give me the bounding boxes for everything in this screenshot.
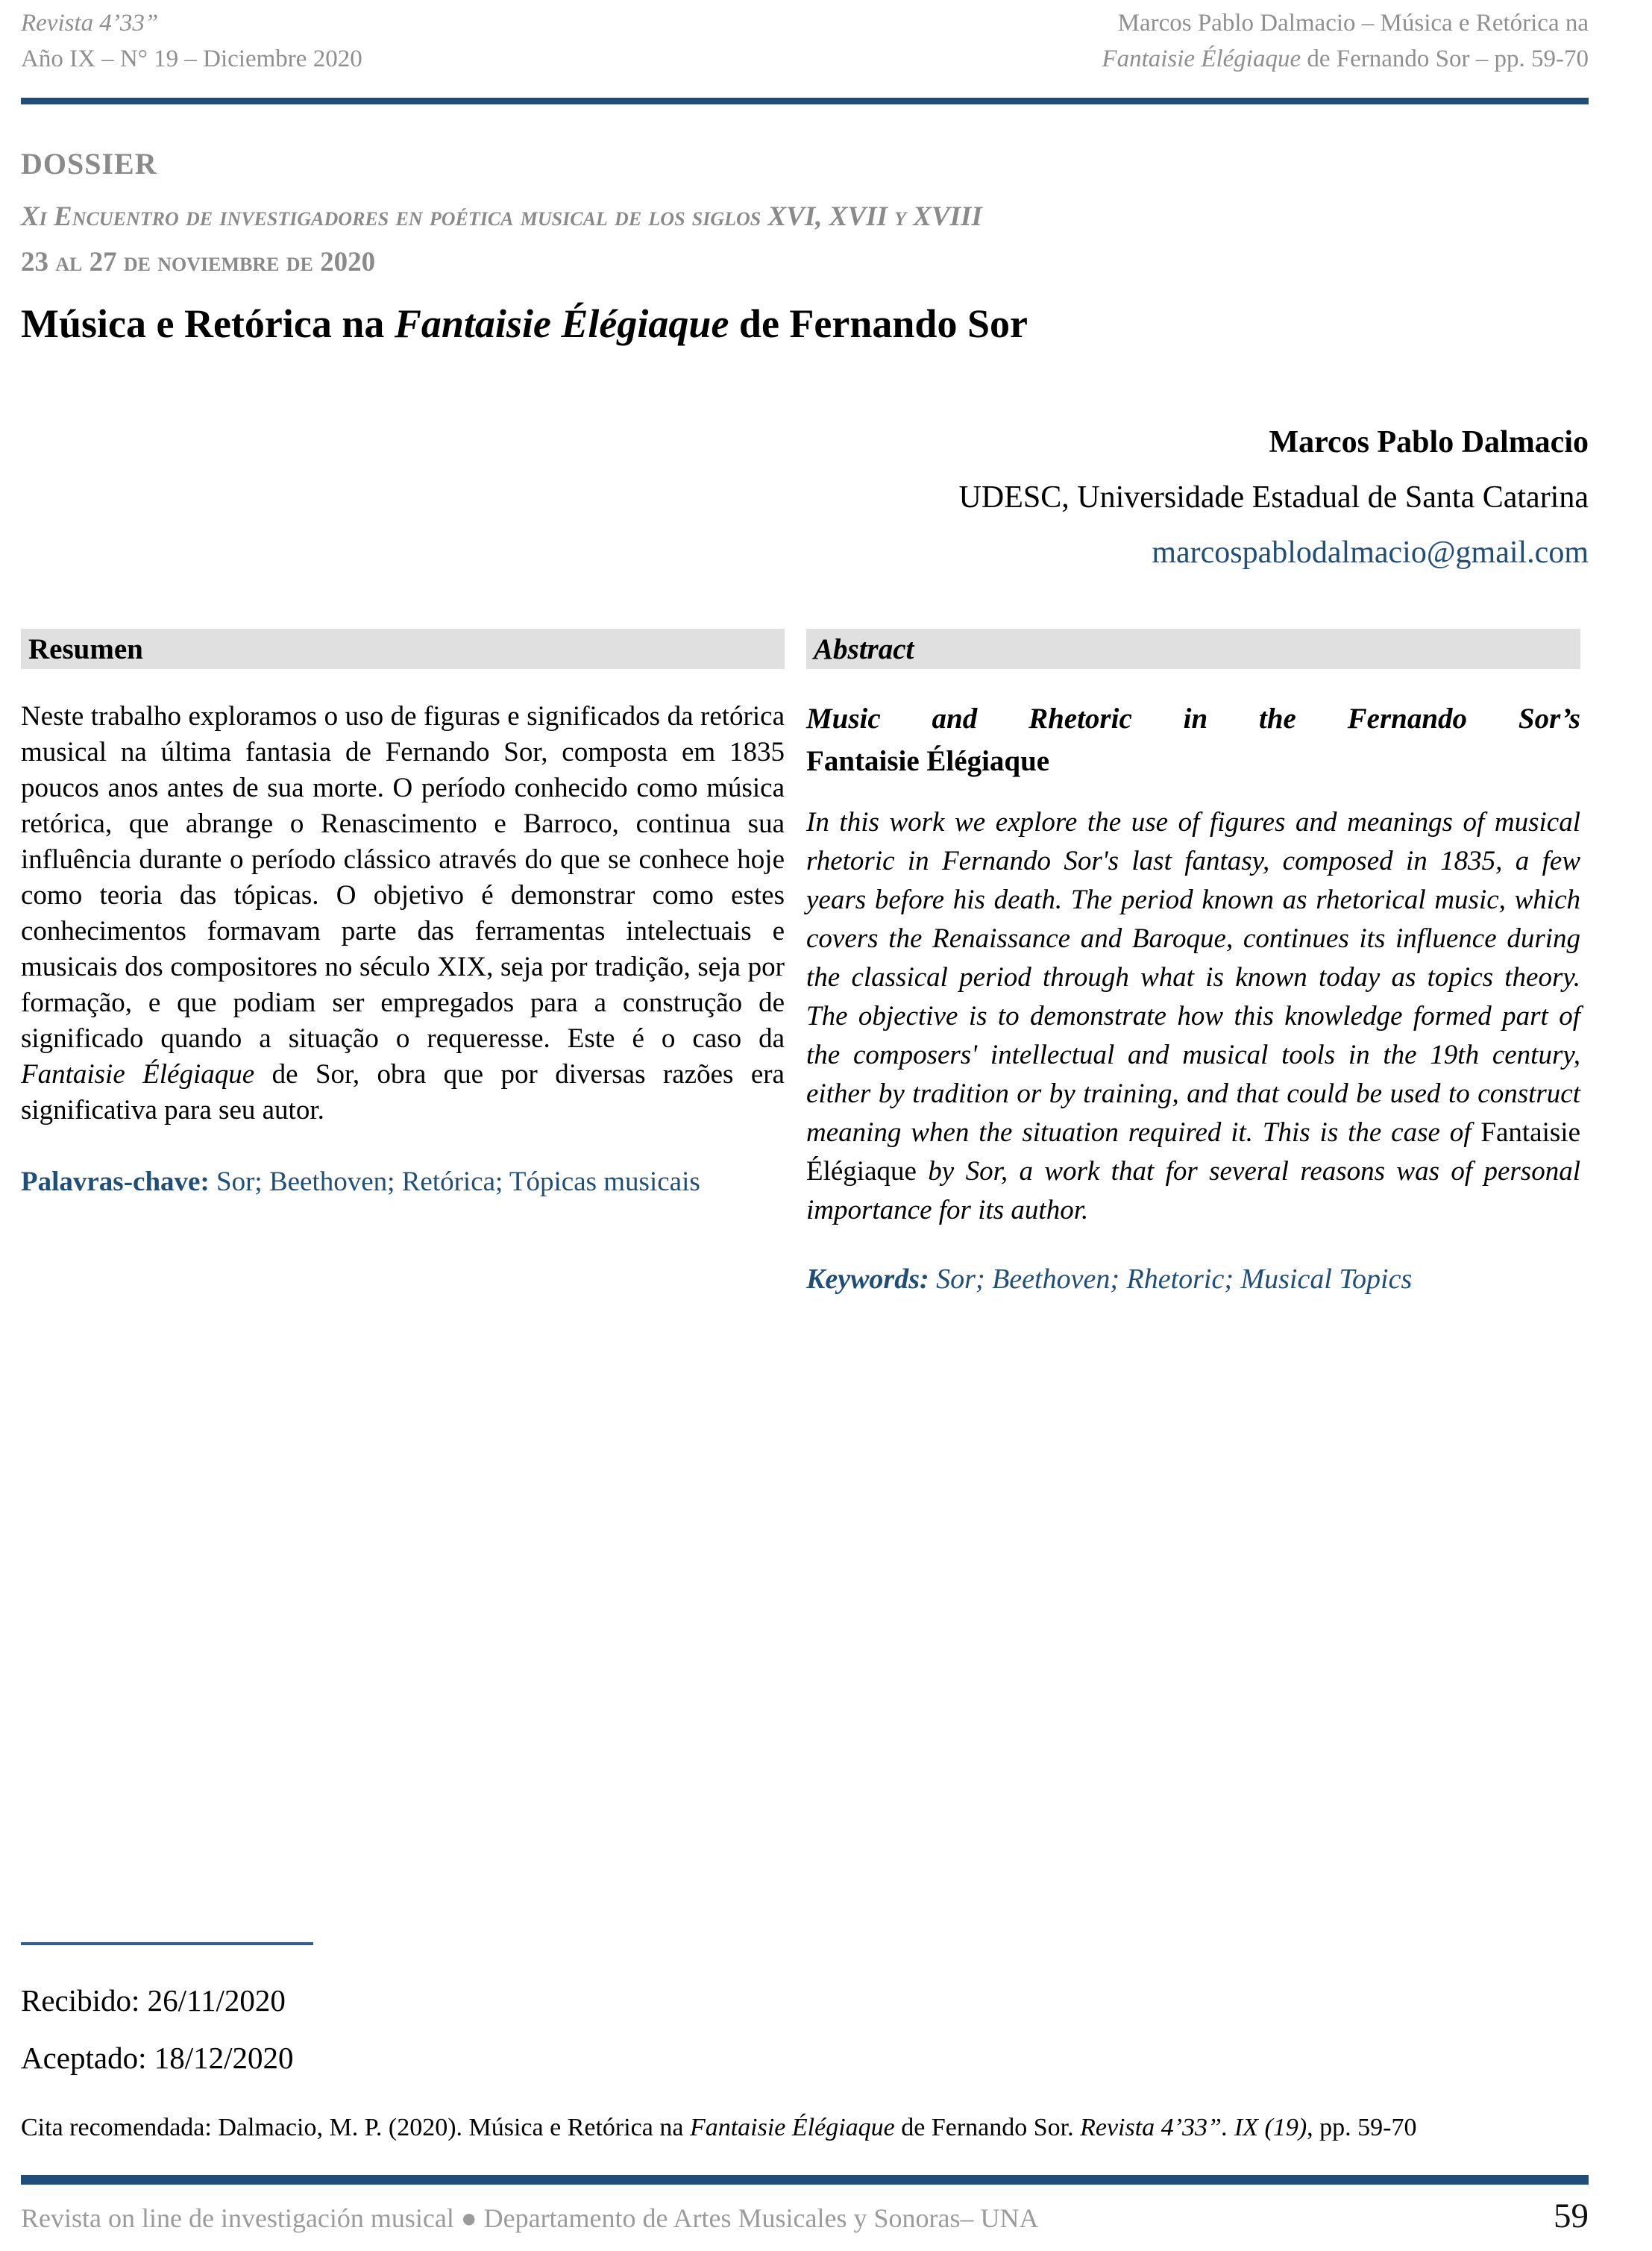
dossier-label: DOSSIER — [21, 147, 157, 180]
resumen-column — [21, 629, 785, 1296]
footnote-separator — [21, 1942, 313, 1945]
keywords-label: Keywords: — [806, 1263, 929, 1295]
running-head-line2 — [1102, 42, 1589, 78]
dossier-block — [21, 146, 1589, 278]
footer-journal-info: Revista on line de investigación musical ● Departamento de Artes Musicales y Sonoras– UNA — [21, 2203, 1039, 2233]
author-email-link[interactable]: marcospablodalmacio@gmail.com — [1152, 536, 1589, 570]
running-head-line1: Marcos Pablo Dalmacio – Música e Retórica na — [1117, 10, 1589, 37]
accepted-date — [21, 2040, 294, 2076]
citation-journal: Revista 4’33”. IX (19) — [1080, 2114, 1307, 2141]
abstract-work-title: Fantaisie Élégiaque — [806, 1117, 1580, 1187]
running-head — [1102, 6, 1589, 78]
abstract-text-2: by Sor, a work that for several reasons was of personal importance for its author. — [806, 1156, 1580, 1225]
abstract-keywords — [806, 1263, 1580, 1296]
resumen-work-title: Fantaisie Élégiaque — [21, 1059, 255, 1090]
masthead — [21, 6, 1589, 78]
author-name: Marcos Pablo Dalmacio — [1269, 425, 1589, 459]
abstract-subtitle-line2: Fantaisie Élégiaque — [806, 745, 1050, 777]
article-title-post: de Fernando Sor — [729, 301, 1028, 346]
citation-work-title: Fantaisie Élégiaque — [689, 2114, 895, 2141]
running-head-pages: de Fernando Sor – pp. 59-70 — [1301, 45, 1589, 72]
accepted-label: Aceptado: — [21, 2041, 147, 2075]
resumen-body — [21, 699, 785, 1128]
palavras-chave-list: Sor; Beethoven; Retórica; Tópicas musicais — [209, 1167, 700, 1197]
article-title — [21, 301, 1589, 347]
resumen-keywords — [21, 1164, 785, 1200]
abstract-subtitle-line1: Music and Rhetoric in the Fernando Sor’s — [806, 703, 1580, 735]
masthead-journal-block — [21, 6, 362, 78]
abstract-subtitle — [806, 697, 1580, 782]
resumen-heading: Resumen — [28, 632, 143, 665]
resumen-heading-bar — [21, 629, 785, 669]
article-title-work: Fantaisie Élégiaque — [394, 301, 729, 346]
abstract-heading: Abstract — [814, 632, 914, 665]
received-date — [21, 1982, 286, 2018]
keywords-list: Sor; Beethoven; Rhetoric; Musical Topics — [929, 1263, 1413, 1295]
abstract-text-1: In this work we explore the use of figures and meanings of musical rhetoric in Fernando Sor's last fantasy, composed in 1835, a few years before his death. The period known as rhetorical music, which covers the Renaissance and Baroque, continues its influence during the classical period through what is known today as topics theory. The objective is to demonstrate how this knowledge formed part of the composers' intellectual and musical tools in the 19th century, either by tradition or by training, and that could be used to construct meaning when the situation required it. This is the case of — [806, 807, 1580, 1148]
accepted-value: 18/12/2020 — [154, 2041, 294, 2075]
palavras-chave-label: Palavras-chave: — [21, 1167, 210, 1197]
dossier-event-title: Xi Encuentro de investigadores en poética musical de los siglos XVI, XVII y XVIII — [21, 201, 982, 232]
page-footer — [21, 2199, 1589, 2234]
author-affiliation: UDESC, Universidade Estadual de Santa Catarina — [958, 480, 1589, 515]
recommended-citation — [21, 2114, 1589, 2142]
abstract-heading-bar — [806, 629, 1580, 669]
citation-pages: , pp. 59-70 — [1307, 2114, 1417, 2141]
citation-text-1: Cita recomendada: Dalmacio, M. P. (2020). Música e Retórica na — [21, 2114, 690, 2141]
resumen-text-2: de Sor, obra que por diversas razões era significativa para seu autor. — [21, 1059, 785, 1126]
abstract-column — [806, 629, 1580, 1296]
page-number: 59 — [1554, 2197, 1589, 2235]
citation-text-2: de Fernando Sor. — [894, 2114, 1081, 2141]
journal-issue: Año IX – N° 19 – Diciembre 2020 — [21, 45, 362, 72]
received-label: Recibido: — [21, 1983, 140, 2018]
abstract-body — [806, 803, 1580, 1230]
article-title-pre: Música e Retórica na — [21, 301, 395, 346]
journal-name: Revista 4’33” — [21, 10, 159, 37]
author-block — [21, 415, 1589, 580]
dossier-event-dates: 23 al 27 de noviembre de 2020 — [21, 247, 376, 277]
running-head-work-title: Fantaisie Élégiaque — [1102, 45, 1301, 72]
resumen-text-1: Neste trabalho exploramos o uso de figuras e significados da retórica musical na última fantasia de Fernando Sor, composta em 1835 poucos anos antes de sua morte. O período conhecido como música retórica, que abrange o Renascimento e Barroco, continua sua influência durante o período clássico através do que se conhece hoje como teoria das tópicas. O objetivo é demonstrar como estes conhecimentos formavam parte das ferramentas intelectuais e musicais dos compositores no século XIX, seja por tradição, seja por formação, e que podiam ser empregados para a construção de significado quando a situação o requeresse. Este é o caso da — [21, 701, 785, 1054]
abstract-columns — [21, 629, 1580, 1296]
header-rule — [21, 98, 1589, 104]
received-value: 26/11/2020 — [147, 1983, 286, 2018]
footer-rule — [21, 2175, 1589, 2185]
